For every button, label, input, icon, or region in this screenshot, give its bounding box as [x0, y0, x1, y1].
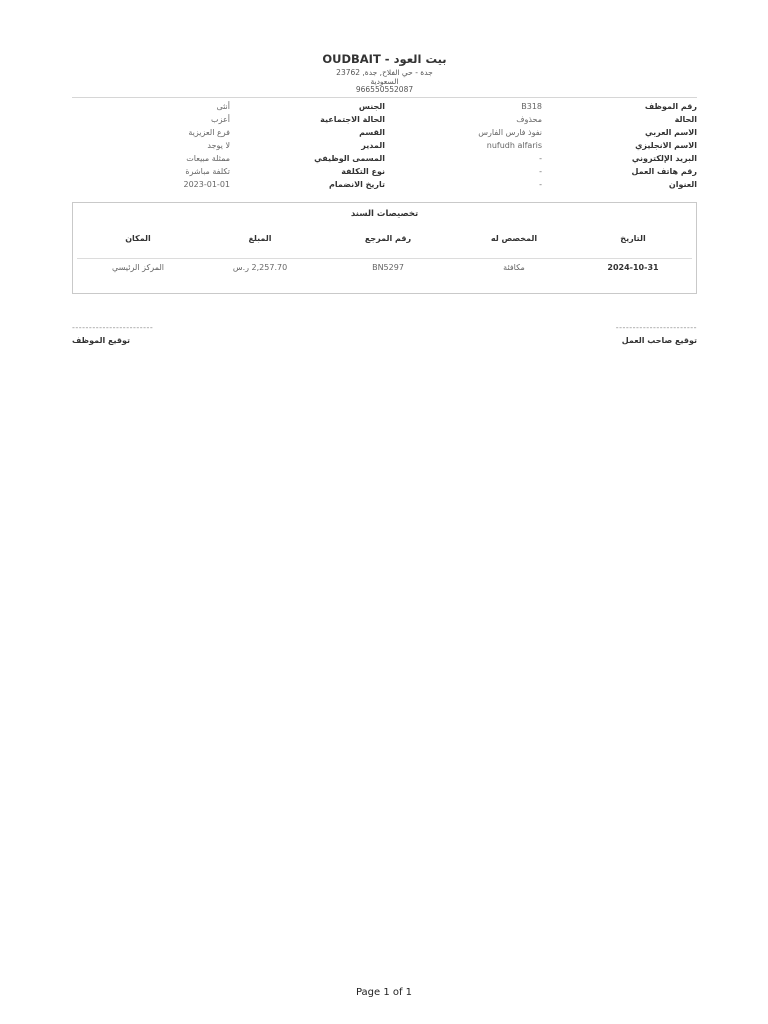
company-phone: 966550552087: [355, 85, 414, 94]
info-label: رقم هاتف العمل: [631, 167, 697, 176]
info-value: تكلفة مباشرة: [185, 167, 230, 176]
info-label: الجنس: [358, 102, 385, 111]
info-label: العنوان: [668, 180, 697, 189]
info-label: البريد الإلكتروني: [631, 154, 697, 163]
cell-reference: BN5297: [372, 263, 404, 272]
column-header-amount: المبلغ: [248, 234, 272, 243]
info-row-join-date: [72, 179, 385, 192]
column-header-date: التاريخ: [620, 234, 646, 243]
info-row-arabic-name: [397, 127, 697, 140]
info-row-status: [397, 114, 697, 127]
info-value: فرع العزيزية: [188, 128, 230, 137]
company-address-line2: السعودية: [370, 76, 399, 86]
info-row-gender: [72, 101, 385, 114]
info-row-address: [397, 179, 697, 192]
table-header-row: [77, 234, 692, 259]
info-value: 2023-01-01: [183, 180, 230, 189]
header-divider: [72, 97, 697, 98]
info-value: -: [539, 154, 542, 163]
info-value: -: [539, 180, 542, 189]
info-label: الاسم الانجليزي: [635, 141, 697, 150]
info-row-cost-type: [72, 166, 385, 179]
info-label: المدير: [361, 141, 385, 150]
employer-signature-block: [597, 323, 697, 345]
info-value: nufudh alfaris: [486, 141, 542, 150]
info-row-manager: [72, 140, 385, 153]
allocations-title: تخصيصات السند: [350, 209, 419, 219]
employee-signature-label: توقيع الموظف: [72, 336, 130, 345]
info-value: أنثى: [216, 102, 230, 111]
info-row-department: [72, 127, 385, 140]
info-label: الاسم العربي: [645, 128, 697, 137]
info-row-employee-number: [397, 101, 697, 114]
info-row-job-title: [72, 153, 385, 166]
column-header-reference: رقم المرجع: [364, 234, 412, 243]
info-value: أعزب: [211, 115, 230, 124]
info-value: محذوف: [516, 115, 542, 124]
table-row: [77, 261, 692, 275]
cell-location: المركز الرئيسي: [112, 263, 164, 272]
info-label: الحالة الاجتماعية: [320, 115, 385, 124]
page-number: Page 1 of 1: [355, 987, 413, 998]
employer-signature-label: توقيع صاحب العمل: [621, 336, 697, 345]
voucher-allocations-table: [72, 202, 697, 294]
info-label: رقم الموظف: [644, 102, 697, 111]
document-header: [72, 52, 697, 95]
info-label: الحالة: [674, 115, 697, 124]
info-value: لا يوجد: [207, 141, 230, 150]
info-row-work-phone: [397, 166, 697, 179]
company-address-line1: جدة - حي الفلاح, جدة, 23762: [336, 68, 433, 77]
info-value: B318: [521, 102, 542, 111]
info-row-email: [397, 153, 697, 166]
info-label: القسم: [359, 128, 385, 137]
cell-allocated-to: مكافئة: [503, 263, 525, 272]
employee-info-left-column: [72, 101, 385, 192]
document-page: [72, 0, 697, 1024]
column-header-location: المكان: [125, 234, 151, 243]
cell-amount: 2,257.70 ر.س: [232, 263, 288, 272]
signature-line: ------------------------: [615, 323, 697, 332]
employee-signature-block: [72, 323, 172, 345]
info-value: -: [539, 167, 542, 176]
employee-info-right-column: [397, 101, 697, 192]
info-label: نوع التكلفة: [341, 167, 385, 176]
cell-date: 2024-10-31: [607, 263, 659, 272]
company-title: بيت العود - OUDBAIT: [322, 52, 447, 66]
column-header-allocated-to: المخصص له: [490, 234, 538, 243]
info-label: المسمى الوظيفي: [314, 154, 385, 163]
info-row-marital-status: [72, 114, 385, 127]
info-row-english-name: [397, 140, 697, 153]
info-value: ممثلة مبيعات: [186, 154, 230, 163]
signature-line: ------------------------: [72, 323, 154, 332]
info-value: نفوذ فارس الفارس: [478, 128, 542, 137]
info-label: تاريخ الانضمام: [329, 180, 385, 189]
